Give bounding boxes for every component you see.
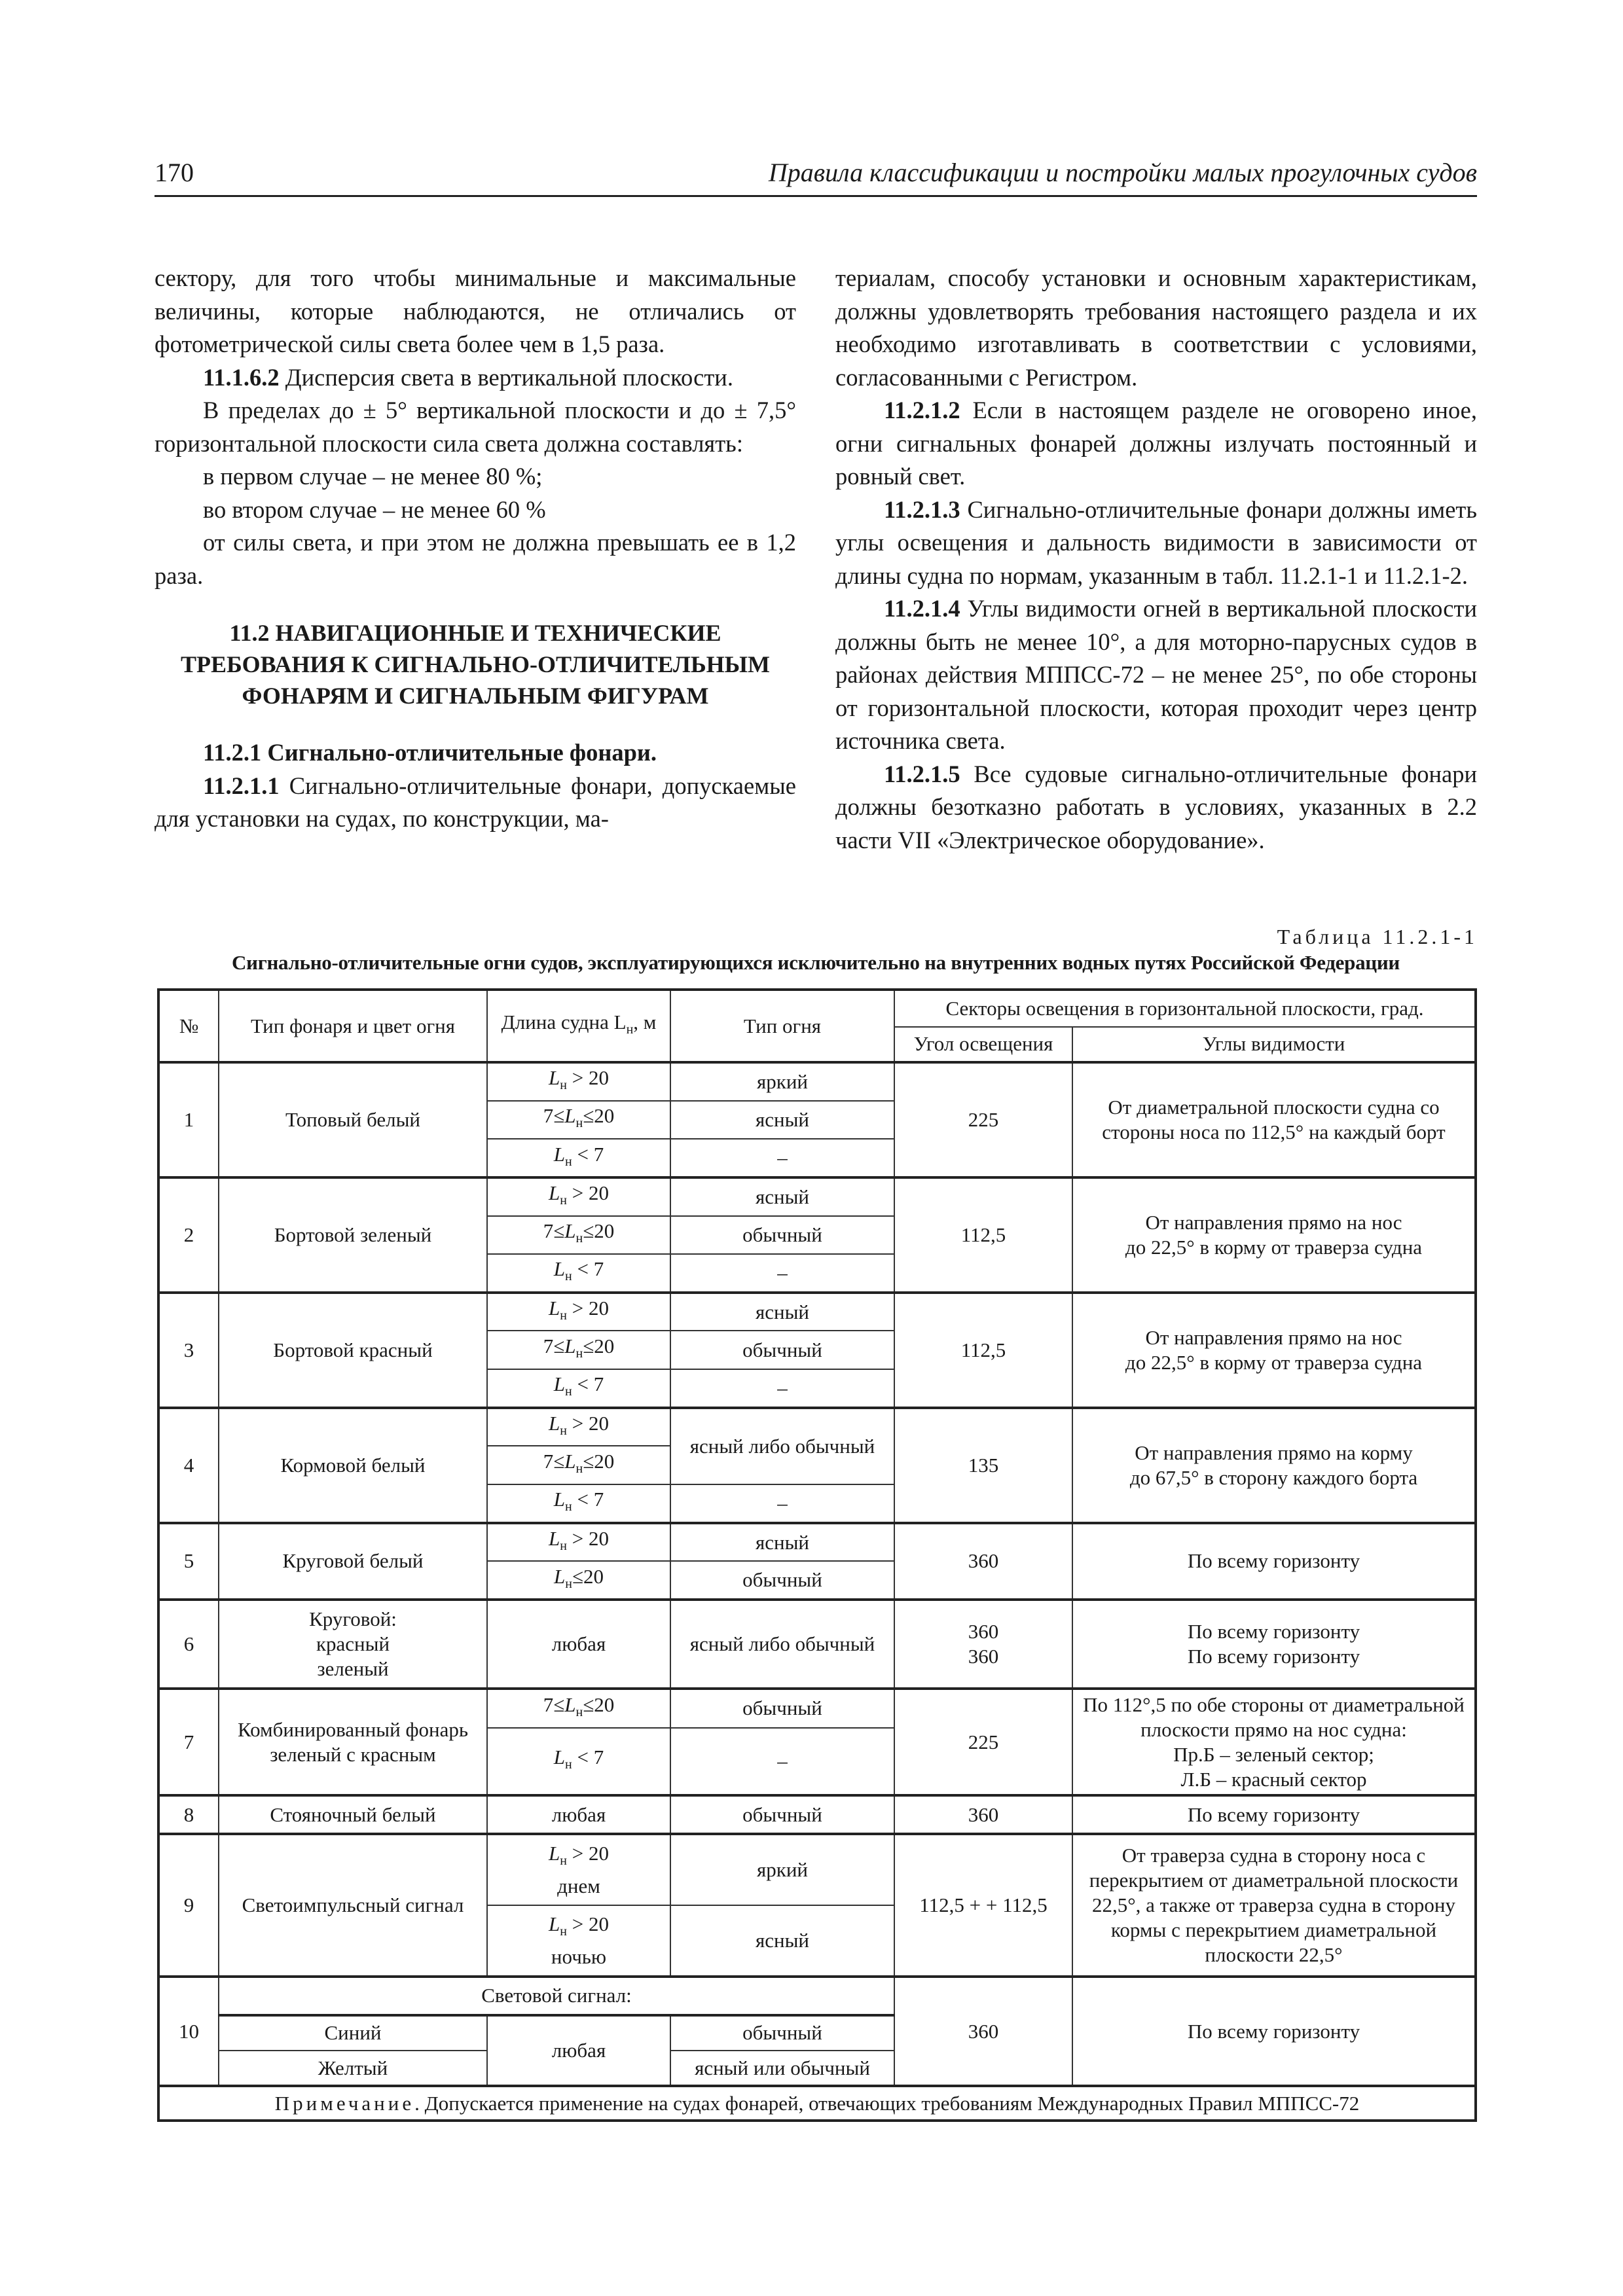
cell-visibility: По всему горизонту bbox=[1072, 1977, 1476, 2087]
cell-fire: – bbox=[670, 1484, 894, 1523]
cell-visibility bbox=[1072, 1293, 1476, 1408]
table-note-row bbox=[158, 2086, 1476, 2121]
subsection-title: 11.2.1 Сигнально-отличительные фонари. bbox=[203, 739, 657, 766]
subscript: н bbox=[565, 1154, 572, 1169]
page-header bbox=[155, 157, 1477, 197]
cell-type: Световой сигнал: bbox=[219, 1977, 894, 2015]
length-condition: ≤20 bbox=[583, 1693, 615, 1716]
length-symbol: L bbox=[564, 1450, 576, 1473]
length-condition: ≤20 bbox=[583, 1104, 615, 1128]
cell-num: 6 bbox=[158, 1600, 219, 1689]
cell-num: 5 bbox=[158, 1523, 219, 1600]
cell-type: Синий bbox=[219, 2015, 487, 2051]
header-num: № bbox=[158, 990, 219, 1062]
header-visibility: Углы видимости bbox=[1072, 1027, 1476, 1062]
cell-visibility bbox=[1072, 1600, 1476, 1689]
table-row bbox=[158, 1523, 1476, 1562]
paragraph-text: Сигнально-отличительные фонари, допускаемые для установки на судах, по конструкции, ма- bbox=[155, 772, 796, 832]
subscript: н bbox=[565, 1499, 572, 1515]
cell-angle: 112,5 bbox=[894, 1293, 1072, 1408]
length-symbol: L bbox=[549, 1411, 560, 1435]
visibility-line: Л.Б – красный сектор bbox=[1180, 1767, 1367, 1791]
table-number: Таблица 11.2.1-1 bbox=[1277, 925, 1478, 948]
table-caption: Сигнально-отличительные огни судов, эксплуатирующихся исключительно на внутренних водных путях Российской Федерации bbox=[232, 951, 1400, 974]
paragraph: в первом случае – не менее 80 %; bbox=[203, 463, 543, 490]
cell-fire: ясный bbox=[670, 1905, 894, 1977]
clause-number: 11.2.1.1 bbox=[203, 772, 280, 799]
length-note: днем bbox=[557, 1874, 600, 1897]
visibility-line: Пр.Б – зеленый сектор; bbox=[1173, 1742, 1374, 1766]
cell-num: 7 bbox=[158, 1689, 219, 1795]
cell-type: Стояночный белый bbox=[219, 1795, 487, 1834]
paragraph bbox=[835, 493, 1477, 593]
cell-num: 10 bbox=[158, 1977, 219, 2087]
header-fire: Тип огня bbox=[670, 990, 894, 1062]
length-symbol: L bbox=[554, 1564, 566, 1588]
angle-line: 360 bbox=[968, 1620, 999, 1643]
cell-fire: ясный bbox=[670, 1523, 894, 1562]
cell-angle: 360 bbox=[894, 1795, 1072, 1834]
paragraph-text: Если в настоящем разделе не оговорено иное, огни сигнальных фонарей должны излучать постоянный и ровный свет. bbox=[835, 397, 1477, 490]
cell-length bbox=[487, 1177, 670, 1216]
cell-fire: ясный bbox=[670, 1293, 894, 1331]
cell-type: Круговой белый bbox=[219, 1523, 487, 1600]
cell-length: любая bbox=[487, 1600, 670, 1689]
length-condition: > 20 bbox=[566, 1912, 609, 1936]
clause-number: 11.2.1.5 bbox=[884, 760, 960, 787]
subscript: н bbox=[565, 1757, 572, 1772]
visibility-line: По 112°,5 по обе стороны от диаметральной плоскости прямо на нос судна: bbox=[1083, 1693, 1465, 1741]
length-note: ночью bbox=[551, 1945, 607, 1968]
right-column bbox=[835, 262, 1477, 857]
length-condition: < 7 bbox=[572, 1372, 604, 1396]
cell-num: 4 bbox=[158, 1408, 219, 1523]
cell-fire: обычный bbox=[670, 1689, 894, 1727]
length-symbol: L bbox=[553, 1142, 566, 1166]
cell-angle: 112,5 bbox=[894, 1177, 1072, 1293]
header-length bbox=[487, 990, 670, 1062]
length-symbol: L bbox=[564, 1693, 576, 1716]
cell-type: Светоимпульсный сигнал bbox=[219, 1834, 487, 1977]
length-symbol: L bbox=[564, 1104, 576, 1128]
cell-fire: – bbox=[670, 1369, 894, 1408]
cell-fire: – bbox=[670, 1728, 894, 1796]
length-condition: ≤20 bbox=[572, 1564, 604, 1588]
page-number: 170 bbox=[155, 158, 194, 187]
length-condition: < 7 bbox=[572, 1488, 604, 1511]
subscript: н bbox=[626, 1022, 634, 1037]
cell-num: 8 bbox=[158, 1795, 219, 1834]
length-condition: ≤20 bbox=[583, 1450, 615, 1473]
cell-length bbox=[487, 1689, 670, 1727]
cell-length bbox=[487, 1561, 670, 1600]
cell-length bbox=[487, 1834, 670, 1905]
table-row bbox=[158, 1689, 1476, 1727]
cell-length bbox=[487, 1331, 670, 1369]
subscript: н bbox=[575, 1346, 583, 1361]
visibility-line: до 22,5° в корму от траверза судна bbox=[1125, 1235, 1423, 1259]
subscript: н bbox=[575, 1462, 583, 1477]
table-row bbox=[158, 1177, 1476, 1216]
length-condition: < 7 bbox=[572, 1257, 604, 1281]
left-column bbox=[155, 262, 796, 836]
subscript: н bbox=[560, 1078, 567, 1093]
type-line: зеленый bbox=[317, 1657, 389, 1681]
subscript: н bbox=[565, 1576, 572, 1591]
cell-visibility bbox=[1072, 1177, 1476, 1293]
table-row bbox=[158, 1977, 1476, 2015]
paragraph bbox=[835, 394, 1477, 493]
subscript: н bbox=[560, 1193, 567, 1208]
cell-angle: 112,5 + + 112,5 bbox=[894, 1834, 1072, 1977]
subscript: н bbox=[560, 1308, 567, 1323]
paragraph bbox=[835, 758, 1477, 857]
table-row bbox=[158, 1293, 1476, 1331]
cell-fire: ясный либо обычный bbox=[670, 1600, 894, 1689]
type-line: Круговой: bbox=[309, 1607, 397, 1631]
cell-length bbox=[487, 1139, 670, 1177]
cell-length: любая bbox=[487, 1795, 670, 1834]
subscript: н bbox=[560, 1924, 567, 1939]
signal-lights-table bbox=[157, 988, 1477, 2122]
section-title: 11.2 НАВИГАЦИОННЫЕ И ТЕХНИЧЕСКИЕ ТРЕБОВАНИЯ К СИГНАЛЬНО-ОТЛИЧИТЕЛЬНЫМ ФОНАРЯМ И СИГНАЛЬНЫМ ФИГУРАМ bbox=[181, 620, 770, 709]
header-length-text: Длина судна L bbox=[501, 1010, 627, 1033]
cell-fire: – bbox=[670, 1139, 894, 1177]
length-condition: < 7 bbox=[572, 1142, 604, 1166]
cell-type: Желтый bbox=[219, 2051, 487, 2086]
table-header-row bbox=[158, 990, 1476, 1027]
length-condition: 7≤ bbox=[543, 1335, 565, 1358]
cell-length bbox=[487, 1408, 670, 1446]
length-condition: > 20 bbox=[566, 1411, 609, 1435]
length-symbol: L bbox=[564, 1335, 576, 1358]
cell-angle: 225 bbox=[894, 1689, 1072, 1795]
paragraph: териалам, способу установки и основным характеристикам, должны удовлетворять требования настоящего раздела и их необходимо изготавливать в соответствии с условиями, согласованными с Регистром. bbox=[835, 264, 1477, 391]
length-symbol: L bbox=[553, 1746, 566, 1769]
subscript: н bbox=[560, 1854, 567, 1869]
cell-visibility: От диаметральной плоскости судна со стороны носа по 112,5° на каждый борт bbox=[1072, 1062, 1476, 1177]
cell-length bbox=[487, 1062, 670, 1101]
visibility-line: до 22,5° в корму от траверза судна bbox=[1125, 1350, 1423, 1374]
cell-fire: ясный bbox=[670, 1101, 894, 1139]
cell-angle: 225 bbox=[894, 1062, 1072, 1177]
clause-number: 11.2.1.4 bbox=[884, 595, 960, 622]
cell-fire: ясный либо обычный bbox=[670, 1408, 894, 1484]
cell-type: Топовый белый bbox=[219, 1062, 487, 1177]
paragraph bbox=[155, 770, 796, 836]
cell-num: 1 bbox=[158, 1062, 219, 1177]
type-line: красный bbox=[316, 1632, 390, 1656]
length-symbol: L bbox=[553, 1372, 566, 1396]
cell-fire: обычный bbox=[670, 1561, 894, 1600]
clause-number: 11.2.1.2 bbox=[884, 397, 960, 423]
subscript: н bbox=[560, 1539, 567, 1554]
header-type: Тип фонаря и цвет огня bbox=[219, 990, 487, 1062]
length-condition: 7≤ bbox=[543, 1219, 565, 1243]
length-condition: ≤20 bbox=[583, 1219, 615, 1243]
paragraph-text: Сигнально-отличительные фонари должны иметь углы освещения и дальность видимости в зависимости от длины судна по нормам, указанным в табл. 11.2.1-1 и 11.2.1-2. bbox=[835, 495, 1477, 589]
cell-visibility bbox=[1072, 1689, 1476, 1795]
cell-type: Бортовой зеленый bbox=[219, 1177, 487, 1293]
cell-angle: 360 bbox=[894, 1523, 1072, 1600]
length-symbol: L bbox=[553, 1257, 566, 1281]
table-row bbox=[158, 1795, 1476, 1834]
length-symbol: L bbox=[549, 1066, 560, 1090]
length-symbol: L bbox=[564, 1219, 576, 1243]
length-condition: > 20 bbox=[566, 1181, 609, 1205]
cell-angle: 135 bbox=[894, 1408, 1072, 1523]
length-condition: 7≤ bbox=[543, 1104, 565, 1128]
cell-type: Комбинированный фонарь зеленый с красным bbox=[219, 1689, 487, 1795]
table-row bbox=[158, 1062, 1476, 1101]
subscript: н bbox=[560, 1424, 567, 1439]
paragraph bbox=[155, 361, 796, 395]
cell-fire: яркий bbox=[670, 1834, 894, 1905]
subscript: н bbox=[565, 1269, 572, 1284]
cell-length bbox=[487, 1216, 670, 1255]
cell-fire: яркий bbox=[670, 1062, 894, 1101]
length-symbol: L bbox=[549, 1526, 560, 1550]
subscript: н bbox=[565, 1384, 572, 1399]
paragraph-text: Все судовые сигнально-отличительные фонари должны безотказно работать в условиях, указанных в 2.2 части VII «Электрическое оборудование». bbox=[835, 760, 1477, 853]
paragraph: В пределах до ± 5° вертикальной плоскости и до ± 7,5° горизонтальной плоскости сила света должна составлять: bbox=[155, 397, 796, 457]
cell-length bbox=[487, 1728, 670, 1796]
table-row bbox=[158, 1600, 1476, 1689]
length-condition: > 20 bbox=[566, 1297, 609, 1320]
cell-visibility: По всему горизонту bbox=[1072, 1795, 1476, 1834]
cell-type: Кормовой белый bbox=[219, 1408, 487, 1523]
cell-length bbox=[487, 1101, 670, 1139]
visibility-line: От направления прямо на нос bbox=[1145, 1210, 1402, 1234]
length-symbol: L bbox=[553, 1488, 566, 1511]
clause-number: 11.1.6.2 bbox=[203, 363, 280, 391]
header-sectors: Секторы освещения в горизонтальной плоскости, град. bbox=[894, 990, 1476, 1027]
paragraph: от силы света, и при этом не должна превышать ее в 1,2 раза. bbox=[155, 529, 796, 589]
length-condition: > 20 bbox=[566, 1066, 609, 1090]
clause-number: 11.2.1.3 bbox=[884, 495, 960, 523]
cell-angle: 360 bbox=[894, 1977, 1072, 2087]
visibility-line: до 67,5° в сторону каждого борта bbox=[1129, 1465, 1418, 1489]
paragraph: во втором случае – не менее 60 % bbox=[203, 495, 546, 523]
cell-num: 3 bbox=[158, 1293, 219, 1408]
cell-fire: обычный bbox=[670, 1216, 894, 1255]
cell-num: 9 bbox=[158, 1834, 219, 1977]
cell-length bbox=[487, 1293, 670, 1331]
header-angle: Угол освещения bbox=[894, 1027, 1072, 1062]
visibility-line: От направления прямо на корму bbox=[1135, 1441, 1413, 1464]
subscript: н bbox=[575, 1116, 583, 1131]
length-symbol: L bbox=[549, 1842, 560, 1865]
cell-fire: ясный bbox=[670, 1177, 894, 1216]
cell-num: 2 bbox=[158, 1177, 219, 1293]
cell-length bbox=[487, 1484, 670, 1523]
cell-type bbox=[219, 1600, 487, 1689]
note-label: Примечание bbox=[274, 2091, 415, 2115]
length-condition: ≤20 bbox=[583, 1335, 615, 1358]
cell-visibility bbox=[1072, 1408, 1476, 1523]
table-note bbox=[158, 2086, 1476, 2121]
cell-length bbox=[487, 1523, 670, 1562]
paragraph-text: Углы видимости огней в вертикальной плоскости должны быть не менее 10°, а для моторно-парусных судов в районах действия МППСС-72 – не менее 25°, по обе стороны от горизонтальной плоскости, которая проходит через центр источника света. bbox=[835, 595, 1477, 754]
cell-length bbox=[487, 1254, 670, 1293]
length-condition: 7≤ bbox=[543, 1450, 565, 1473]
running-title: Правила классификации и постройки малых прогулочных судов bbox=[768, 158, 1477, 187]
visibility-line: По всему горизонту bbox=[1187, 1645, 1360, 1668]
length-condition: < 7 bbox=[572, 1746, 604, 1769]
length-condition: 7≤ bbox=[543, 1693, 565, 1716]
cell-fire: – bbox=[670, 1254, 894, 1293]
visibility-line: От направления прямо на нос bbox=[1145, 1325, 1402, 1349]
cell-fire: ясный или обычный bbox=[670, 2051, 894, 2086]
length-symbol: L bbox=[549, 1181, 560, 1205]
cell-fire: обычный bbox=[670, 1331, 894, 1369]
length-condition: > 20 bbox=[566, 1842, 609, 1865]
cell-length bbox=[487, 1446, 670, 1484]
visibility-line: По всему горизонту bbox=[1187, 1620, 1360, 1643]
subscript: н bbox=[575, 1704, 583, 1719]
length-condition: > 20 bbox=[566, 1526, 609, 1550]
cell-fire: обычный bbox=[670, 1795, 894, 1834]
table-row bbox=[158, 1408, 1476, 1446]
subscript: н bbox=[575, 1231, 583, 1246]
paragraph: сектору, для того чтобы минимальные и максимальные величины, которые наблюдаются, не отличались от фотометрической силы света более чем в 1,5 раза. bbox=[155, 264, 796, 357]
cell-fire: обычный bbox=[670, 2015, 894, 2051]
cell-type: Бортовой красный bbox=[219, 1293, 487, 1408]
header-length-unit: , м bbox=[633, 1010, 657, 1033]
cell-visibility: По всему горизонту bbox=[1072, 1523, 1476, 1600]
cell-length bbox=[487, 1369, 670, 1408]
table-row bbox=[158, 1834, 1476, 1905]
length-symbol: L bbox=[549, 1297, 560, 1320]
angle-line: 360 bbox=[968, 1645, 999, 1668]
length-symbol: L bbox=[549, 1912, 560, 1936]
paragraph bbox=[835, 592, 1477, 758]
cell-length bbox=[487, 1905, 670, 1977]
cell-visibility: От траверза судна в сторону носа с перекрытием от диаметральной плоскости 22,5°, а также от траверза судна в сторону кормы с перекрытием диаметральной плоскости 22,5° bbox=[1072, 1834, 1476, 1977]
cell-length: любая bbox=[487, 2015, 670, 2087]
note-text: . Допускается применение на судах фонарей, отвечающих требованиям Международных Правил МППСС-72 bbox=[414, 2091, 1360, 2115]
paragraph-text: Дисперсия света в вертикальной плоскости. bbox=[279, 363, 733, 391]
cell-angle bbox=[894, 1600, 1072, 1689]
